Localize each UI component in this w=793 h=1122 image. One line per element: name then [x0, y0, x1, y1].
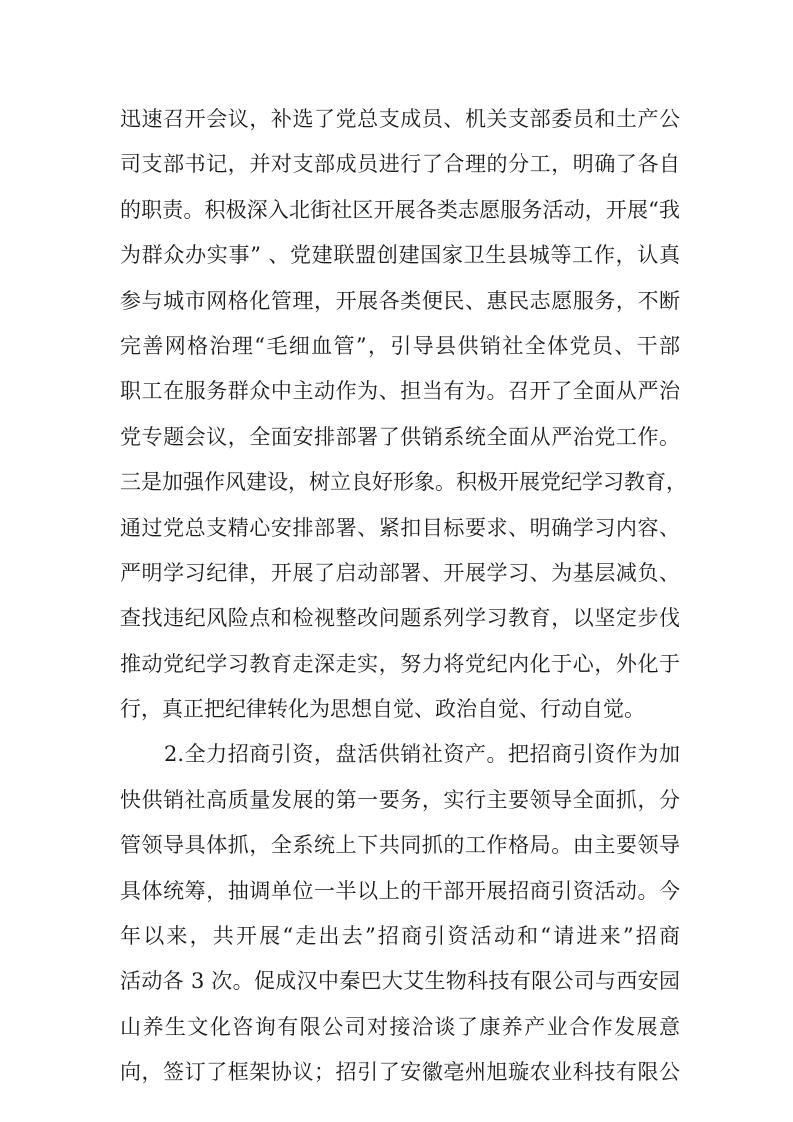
section-heading-line: 2.全力招商引资，盘活供销社资产。把招商引资作为加 [164, 742, 680, 767]
body-line: 具体统筹，抽调单位一半以上的干部开展招商引资活动。今 [120, 878, 680, 903]
body-line: 快供销社高质量发展的第一要务，实行主要领导全面抓，分 [120, 787, 680, 812]
body-line: 活动各 3 次。促成汉中秦巴大艾生物科技有限公司与西安园 [120, 969, 680, 994]
document-body [120, 97, 687, 1096]
body-line: 通过党总支精心安排部署、紧扣目标要求、明确学习内容、 [120, 515, 680, 540]
body-line: 年以来，共开展“走出去”招商引资活动和“请进来”招商 [120, 924, 680, 949]
body-line: 向，签订了框架协议；招引了安徽亳州旭璇农业科技有限公 [120, 1060, 680, 1085]
body-line: 严明学习纪律，开展了启动部署、开展学习、为基层减负、 [120, 560, 680, 585]
body-line: 迅速召开会议，补选了党总支成员、机关支部委员和土产公 [120, 107, 680, 131]
body-line: 的职责。积极深入北街社区开展各类志愿服务活动，开展“我 [120, 197, 680, 222]
body-line: 为群众办实事” 、党建联盟创建国家卫生县城等工作，认真 [120, 243, 680, 268]
body-line: 完善网格治理“毛细血管”，引导县供销社全体党员、干部 [120, 333, 680, 358]
body-line: 山养生文化咨询有限公司对接洽谈了康养产业合作发展意 [120, 1014, 680, 1039]
body-line: 行，真正把纪律转化为思想自觉、政治自觉、行动自觉。 [120, 697, 645, 722]
body-line: 推动党纪学习教育走深走实，努力将党纪内化于心，外化于 [120, 651, 680, 676]
body-line: 司支部书记，并对支部成员进行了合理的分工，明确了各自 [120, 152, 680, 177]
body-line: 参与城市网格化管理，开展各类便民、惠民志愿服务，不断 [120, 288, 680, 313]
body-line: 管领导具体抓，全系统上下共同抓的工作格局。由主要领导 [120, 833, 680, 858]
body-line: 查找违纪风险点和检视整改问题系列学习教育，以坚定步伐 [120, 606, 680, 631]
body-line: 三是加强作风建设，树立良好形象。积极开展党纪学习教育， [120, 470, 687, 495]
body-line: 职工在服务群众中主动作为、担当有为。召开了全面从严治 [120, 379, 680, 404]
body-line: 党专题会议，全面安排部署了供销系统全面从严治党工作。 [120, 424, 680, 449]
